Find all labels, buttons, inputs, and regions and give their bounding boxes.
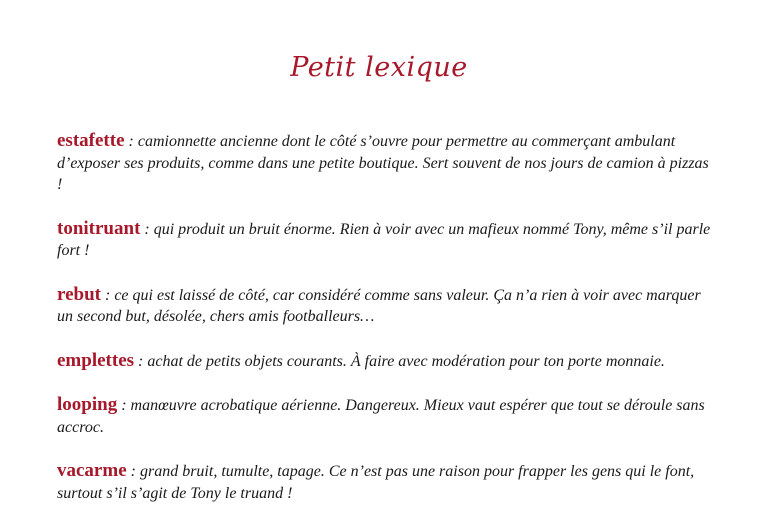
glossary-term: estafette	[57, 130, 125, 151]
glossary-term: vacarme	[57, 460, 127, 481]
glossary-entry	[57, 460, 717, 504]
glossary-definition: : qui produit un bruit énorme. Rien à voir avec un mafieux nommé Tony, même s’il parle fort !	[57, 220, 711, 259]
glossary-term: looping	[57, 394, 118, 415]
page-title: Petit lexique	[290, 52, 468, 83]
glossary-list	[57, 130, 717, 526]
glossary-definition: : manœuvre acrobatique aérienne. Dangereux. Mieux vaut espérer que tout se déroule sans accroc.	[57, 397, 705, 436]
glossary-definition: : camionnette ancienne dont le côté s’ouvre pour permettre au commerçant ambulant d’exposer ses produits, comme dans une petite boutique. Sert souvent de nos jours de camion à pizzas !	[57, 133, 709, 193]
glossary-term: emplettes	[57, 349, 135, 371]
glossary-definition: : grand bruit, tumulte, tapage. Ce n’est pas une raison pour frapper les gens qui le font, surtout s’il s’agit de Tony le truand !	[57, 463, 695, 502]
glossary-entry	[57, 394, 717, 438]
glossary-entry	[57, 218, 717, 262]
glossary-entry	[57, 284, 717, 328]
glossary-definition: : ce qui est laissé de côté, car considéré comme sans valeur. Ça n’a rien à voir avec marquer un second but, désolée, chers amis footballeurs…	[57, 286, 701, 325]
glossary-definition: : achat de petits objets courants. À faire avec modération pour ton porte monnaie.	[134, 352, 665, 370]
glossary-term: rebut	[57, 283, 101, 305]
glossary-term: tonitruant	[57, 217, 141, 239]
glossary-entry	[57, 350, 717, 373]
glossary-entry	[57, 130, 717, 196]
